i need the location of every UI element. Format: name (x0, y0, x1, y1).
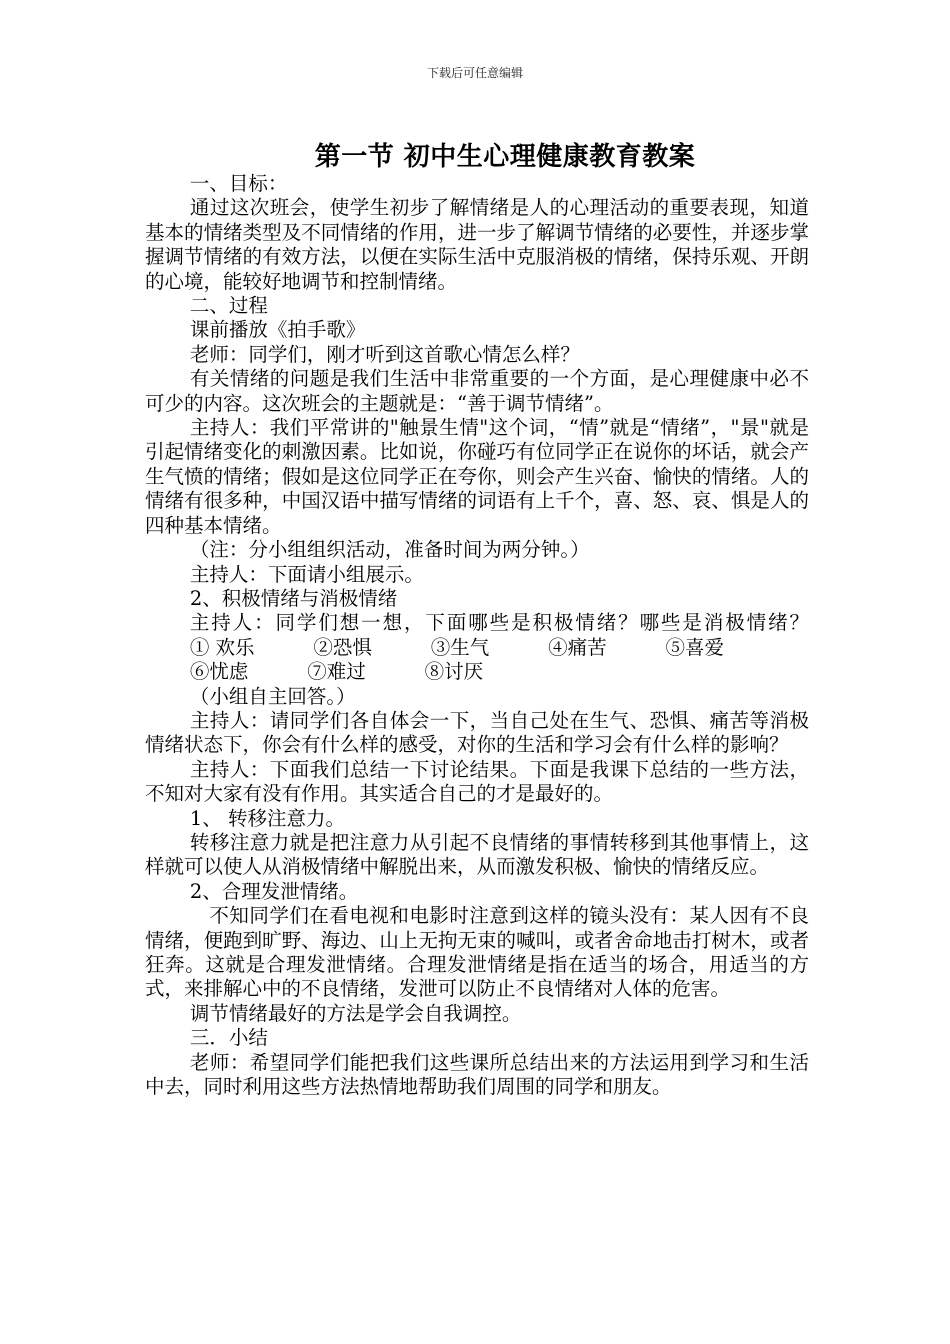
paragraph: 主持人：请同学们各自体会一下，当自己处在生气、恐惧、痛苦等消极情绪状态下，你会有什么样的感受，对你的生活和学习会有什么样的影响？ (145, 708, 809, 757)
paragraph: （注：分小组组织活动，准备时间为两分钟。） (189, 538, 590, 562)
emotion-choice: ⑤喜爱 (665, 635, 724, 659)
emotion-choice: ②恐惧 (313, 635, 372, 659)
paragraph: 主持人：我们平常讲的"触景生情"这个词，“情”就是“情绪”，"景"就是引起情绪变化的刺激因素。比如说，你碰巧有位同学正在说你的坏话，就会产生气愤的情绪；假如是这位同学正在夸你，则会产生兴奋、愉快的情绪。人的情绪有很多种，中国汉语中描写情绪的词语有上千个，喜、怒、哀、惧是人的四种基本情绪。 (145, 416, 809, 537)
paragraph: 调节情绪最好的方法是学会自我调控。 (189, 1001, 522, 1025)
paragraph: 三．小结 (189, 1026, 268, 1050)
document-body (145, 172, 809, 1099)
paragraph: （小组自主回答。） (189, 684, 356, 708)
header-note: 下载后可任意编辑 (426, 66, 523, 80)
emotion-choice: ① 欢乐 (189, 635, 255, 659)
emotion-choice: ⑥忧虑 (189, 660, 249, 684)
paragraph: 主持人：下面我们总结一下讨论结果。下面是我课下总结的一些方法，不知对大家有没有作用。其实适合自己的才是最好的。 (145, 757, 809, 806)
paragraph: 转移注意力就是把注意力从引起不良情绪的事情转移到其他事情上，这样就可以使人从消极情绪中解脱出来，从而激发积极、愉快的情绪反应。 (145, 830, 809, 879)
document-title: 第一节 初中生心理健康教育教案 (314, 142, 696, 172)
paragraph: 通过这次班会，使学生初步了解情绪是人的心理活动的重要表现，知道基本的情绪类型及不同情绪的作用，进一步了解调节情绪的必要性，并逐步掌握调节情绪的有效方法，以便在实际生活中克服消极的情绪，保持乐观、开朗的心境，能较好地调节和控制情绪。 (145, 196, 809, 293)
emotion-choice: ⑦难过 (307, 660, 366, 684)
emotion-choice: ⑧讨厌 (424, 660, 484, 684)
paragraph: 1、 转移注意力。 (189, 806, 345, 830)
emotion-choice: ④痛苦 (548, 635, 607, 659)
paragraph: 老师：同学们，刚才听到这首歌心情怎么样？ (189, 342, 580, 366)
paragraph: 有关情绪的问题是我们生活中非常重要的一个方面，是心理健康中必不可少的内容。这次班会的主题就是：“善于调节情绪”。 (145, 367, 809, 415)
paragraph: 一、目标： (189, 172, 288, 195)
paragraph: 课前播放《拍手歌》 (189, 318, 366, 342)
paragraph-emotion-list (145, 611, 809, 684)
paragraph: 老师：希望同学们能把我们这些课所总结出来的方法运用到学习和生活中去，同时利用这些方法热情地帮助我们周围的同学和朋友。 (145, 1050, 809, 1099)
paragraph: 主持人：下面请小组展示。 (189, 562, 424, 586)
paragraph: 不知同学们在看电视和电影时注意到这样的镜头没有：某人因有不良情绪，便跑到旷野、海边、山上无拘无束的喊叫，或者舍命地击打树木，或者狂奔。这就是合理发泄情绪。合理发泄情绪是指在适当的场合，用适当的方式，来排解心中的不良情绪，发泄可以防止不良情绪对人体的危害。 (145, 904, 809, 1001)
paragraph: 2、合理发泄情绪。 (189, 879, 359, 903)
emotion-list-intro: 主持人：同学们想一想，下面哪些是积极情绪？哪些是消极情绪？ (189, 611, 809, 635)
paragraph: 二、过程 (189, 294, 268, 318)
paragraph: 2、积极情绪与消极情绪 (189, 586, 398, 610)
emotion-choice: ③生气 (430, 635, 490, 659)
